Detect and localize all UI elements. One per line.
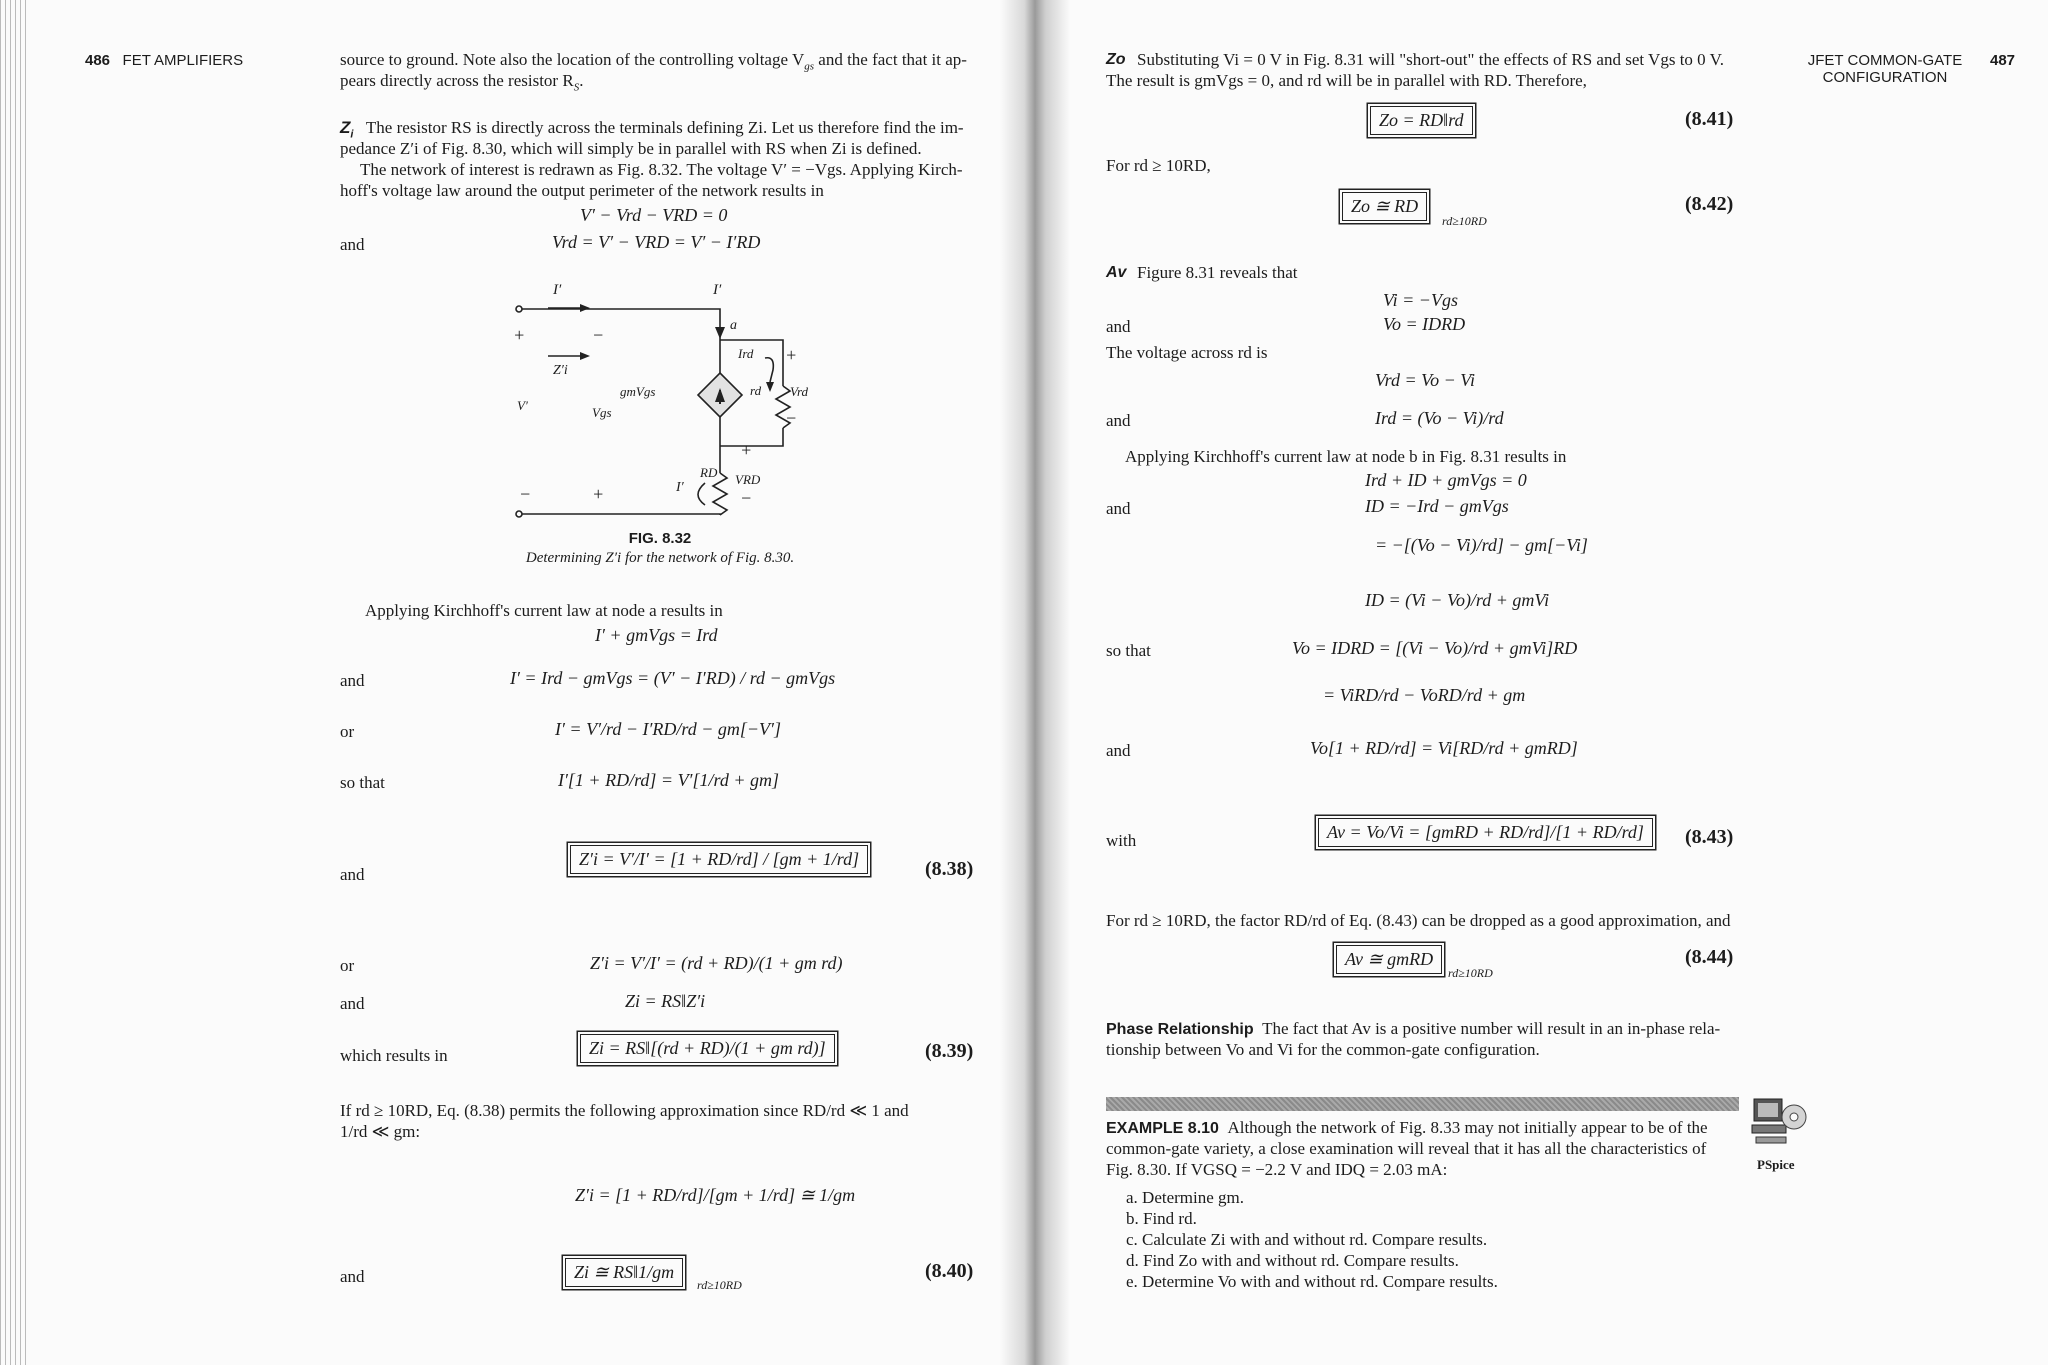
label-and-3: and <box>340 865 365 884</box>
equation-approx: Z′i = [1 + RD/rd]/[gm + 1/rd] ≅ 1/gm <box>575 1185 856 1205</box>
equation-8-42-condition: rd≥10RD <box>1442 214 1487 228</box>
equation-ird: Ird = (Vo − Vi)/rd <box>1375 408 1504 428</box>
equation-vo-2: Vo = IDRD = [(Vi − Vo)/rd + gmVi]RD <box>1292 638 1578 658</box>
fig-label-minus-left: − <box>592 325 605 345</box>
for-rd-approx: For rd ≥ 10RD, the factor RD/rd of Eq. (8.43) can be dropped as a good approximation, and <box>1106 911 1731 930</box>
equation-8-42: Zo ≅ RD <box>1342 192 1427 221</box>
fig-label-RD: RD <box>700 465 718 480</box>
fig-label-minus-bottom-left: − <box>519 484 532 504</box>
equation-vi: Vi = −Vgs <box>1383 290 1458 310</box>
equation-number-8-41: (8.41) <box>1685 108 1734 130</box>
approximation-line-2: 1/rd ≪ gm: <box>340 1122 421 1141</box>
equation-number-8-43: (8.43) <box>1685 826 1734 848</box>
fig-label-plus-bottom-left: + <box>592 484 605 504</box>
terminal-top <box>516 306 522 312</box>
fig-label-node-a: a <box>730 318 737 333</box>
equation-number-8-40: (8.40) <box>925 1260 974 1282</box>
equation-I2: I′ = V′/rd − I′RD/rd − gm[−V′] <box>555 719 781 739</box>
equation-I1: I′ = Ird − gmVgs = (V′ − I′RD) / rd − gmVgs <box>510 668 836 688</box>
figure-caption-number: FIG. 8.32 <box>628 530 692 547</box>
label-and-2: and <box>340 671 365 690</box>
left-page-number: 486 <box>85 52 111 69</box>
label-and-r3: and <box>1106 499 1131 518</box>
fig-label-Vrd: Vrd <box>790 384 809 399</box>
fig-label-minus-rd: − <box>785 408 798 428</box>
equation-8-40: Zi ≅ RS‖1/gm <box>565 1258 683 1287</box>
equation-number-8-44: (8.44) <box>1685 946 1734 968</box>
wire-bottom <box>522 514 720 515</box>
label-with: with <box>1106 831 1137 850</box>
example-item-e: e. Determine Vo with and without rd. Compare results. <box>1126 1272 1498 1291</box>
zi-paragraph-line-1: $Z_i$ The resistor RS is directly across the terminals defining Zi. Let us therefore find the im- <box>340 118 964 141</box>
pspice-computer-icon <box>1750 1093 1808 1151</box>
intro-line-2: pears directly across the resistor $R_S$. <box>340 71 584 94</box>
example-line-2: common-gate variety, a close examination will reveal that it has all the characteristics of <box>1106 1139 1707 1158</box>
example-line-1: EXAMPLE 8.10 Although the network of Fig. 8.33 may not initially appear to be of the <box>1106 1118 1708 1137</box>
fig-label-plus-rd: + <box>785 345 798 365</box>
fig-label-Zi: Z′i <box>553 363 568 378</box>
equation-8-39: Zi = RS‖[(rd + RD)/(1 + gm rd)] <box>580 1034 835 1063</box>
fig-label-rd: rd <box>750 383 762 398</box>
label-so-that-r: so that <box>1106 641 1151 660</box>
equation-vrd: Vrd = V′ − VRD = V′ − I′RD <box>552 232 761 252</box>
equation-kvl: V′ − Vrd − VRD = 0 <box>580 205 728 225</box>
label-and-5: and <box>340 1267 365 1286</box>
fig-label-plus-left: + <box>513 325 526 345</box>
kcl-intro: Applying Kirchhoff's current law at node a results in <box>365 601 723 620</box>
right-chapter-title-line-1: JFET COMMON-GATE <box>1807 52 1963 69</box>
zo-heading: Zo <box>1106 51 1126 68</box>
fig-label-plus-RD: + <box>740 440 753 460</box>
phase-line-2: tionship between Vo and Vi for the common-gate configuration. <box>1106 1040 1540 1059</box>
label-and-4: and <box>340 994 365 1013</box>
fig-label-Vgs: Vgs <box>592 405 612 420</box>
voltage-across-rd: The voltage across rd is <box>1106 343 1268 362</box>
example-item-c: c. Calculate Zi with and without rd. Compare results. <box>1126 1230 1488 1249</box>
arrow-Ird <box>765 358 773 382</box>
label-which-results-in: which results in <box>340 1046 448 1065</box>
right-page <box>1030 0 2048 1365</box>
equation-vo: Vo = IDRD <box>1383 314 1466 334</box>
intro-line-1: source to ground. Note also the location of the controlling voltage $V_{gs}$ and the fact that it ap- <box>340 50 967 73</box>
fig-label-Vprime: V′ <box>517 398 528 413</box>
wire-top <box>522 309 720 325</box>
zi-paragraph-line-2: pedance Z′i of Fig. 8.30, which will simply be in parallel with RS when Zi is defined. <box>340 139 922 158</box>
arrow-I-bottom <box>698 483 705 505</box>
example-line-3: Fig. 8.30. If VGSQ = −2.2 V and IDQ = 2.03 mA: <box>1106 1160 1448 1179</box>
equation-zi-alt: Z′i = V′/I′ = (rd + RD)/(1 + gm rd) <box>590 953 843 973</box>
example-item-d: d. Find Zo with and without rd. Compare results. <box>1126 1251 1459 1270</box>
label-or: or <box>340 722 355 741</box>
equation-kcl-b: Ird + ID + gmVgs = 0 <box>1365 470 1527 490</box>
right-page-number: 487 <box>1990 52 2016 69</box>
label-and-r1: and <box>1106 317 1131 336</box>
equation-8-40-condition: rd≥10RD <box>697 1278 742 1292</box>
fig-label-minus-RD: − <box>740 488 753 508</box>
equation-kcl: I′ + gmVgs = Ird <box>595 625 718 645</box>
equation-8-44-condition: rd≥10RD <box>1448 966 1493 980</box>
av-heading: Av <box>1106 264 1127 281</box>
page-edge-lines <box>0 0 30 1365</box>
equation-8-44: Av ≅ gmRD <box>1336 945 1442 974</box>
label-and-r2: and <box>1106 411 1131 430</box>
fig-label-I-bottom: I′ <box>676 480 684 495</box>
right-chapter-title-line-2: CONFIGURATION <box>1822 69 1948 86</box>
label-so-that: so that <box>340 773 385 792</box>
pspice-label: PSpice <box>1757 1157 1795 1172</box>
book-spine-shadow <box>1000 0 1070 1365</box>
fig-label-Ird: Ird <box>738 346 754 361</box>
zo-paragraph-line-2: The result is gmVgs = 0, and rd will be in parallel with RD. Therefore, <box>1106 71 1587 90</box>
av-intro: Figure 8.31 reveals that <box>1137 263 1298 282</box>
equation-number-8-38: (8.38) <box>925 858 974 880</box>
equation-id-2: = −[(Vo − Vi)/rd] − gm[−Vi] <box>1375 535 1588 555</box>
fig-label-gmVgs: gmVgs <box>620 384 656 399</box>
equation-number-8-42: (8.42) <box>1685 193 1734 215</box>
zo-paragraph-line-1: Substituting Vi = 0 V in Fig. 8.31 will "short-out" the effects of RS and set Vgs to 0 V. <box>1137 50 1724 69</box>
equation-8-43: Av = Vo/Vi = [gmRD + RD/rd]/[1 + RD/rd] <box>1318 818 1653 847</box>
approximation-line-1: If rd ≥ 10RD, Eq. (8.38) permits the following approximation since RD/rd ≪ 1 and <box>340 1101 909 1120</box>
equation-vo-3: = ViRD/rd − VoRD/rd + gm <box>1323 685 1526 705</box>
phase-line-1: Phase Relationship The fact that Av is a positive number will result in an in-phase rela- <box>1106 1019 1721 1038</box>
figure-caption-text: Determining Z′i for the network of Fig. 8.30. <box>525 550 795 566</box>
equation-zi-parallel: Zi = RS‖Z′i <box>625 991 706 1011</box>
equation-vrd-r: Vrd = Vo − Vi <box>1375 370 1475 390</box>
fig-label-I-top-left: I′ <box>553 282 562 298</box>
zi-paragraph-line-3: The network of interest is redrawn as Fig. 8.32. The voltage V′ = −Vgs. Applying Kirch- <box>360 160 963 179</box>
kcl-node-b: Applying Kirchhoff's current law at node b in Fig. 8.31 results in <box>1125 447 1567 466</box>
equation-id-3: ID = (Vi − Vo)/rd + gmVi <box>1365 590 1550 610</box>
for-rd-condition: For rd ≥ 10RD, <box>1106 156 1211 175</box>
right-page-header <box>1785 52 1985 86</box>
fig-label-VRD: VRD <box>735 472 761 487</box>
equation-8-38: Z′i = V′/I′ = [1 + RD/rd] / [gm + 1/rd] <box>570 845 868 874</box>
example-banner <box>1106 1097 1739 1111</box>
example-item-b: b. Find rd. <box>1126 1209 1197 1228</box>
left-page-header <box>85 52 243 69</box>
equation-number-8-39: (8.39) <box>925 1040 974 1062</box>
left-chapter-title: FET AMPLIFIERS <box>122 52 244 69</box>
equation-id-1: ID = −Ird − gmVgs <box>1365 496 1509 516</box>
equation-vo-4: Vo[1 + RD/rd] = Vi[RD/rd + gmRD] <box>1310 738 1578 758</box>
label-and: and <box>340 235 365 254</box>
equation-8-41: Zo = RD‖rd <box>1370 106 1473 135</box>
terminal-bottom <box>516 511 522 517</box>
label-and-r4: and <box>1106 741 1131 760</box>
label-or-2: or <box>340 956 355 975</box>
figure-8-32-circuit <box>505 278 825 518</box>
fig-label-I-top-right: I′ <box>713 282 722 298</box>
equation-I3: I′[1 + RD/rd] = V′[1/rd + gm] <box>558 770 779 790</box>
example-item-a: a. Determine gm. <box>1126 1188 1245 1207</box>
zi-paragraph-line-4: hoff's voltage law around the output perimeter of the network results in <box>340 181 824 200</box>
